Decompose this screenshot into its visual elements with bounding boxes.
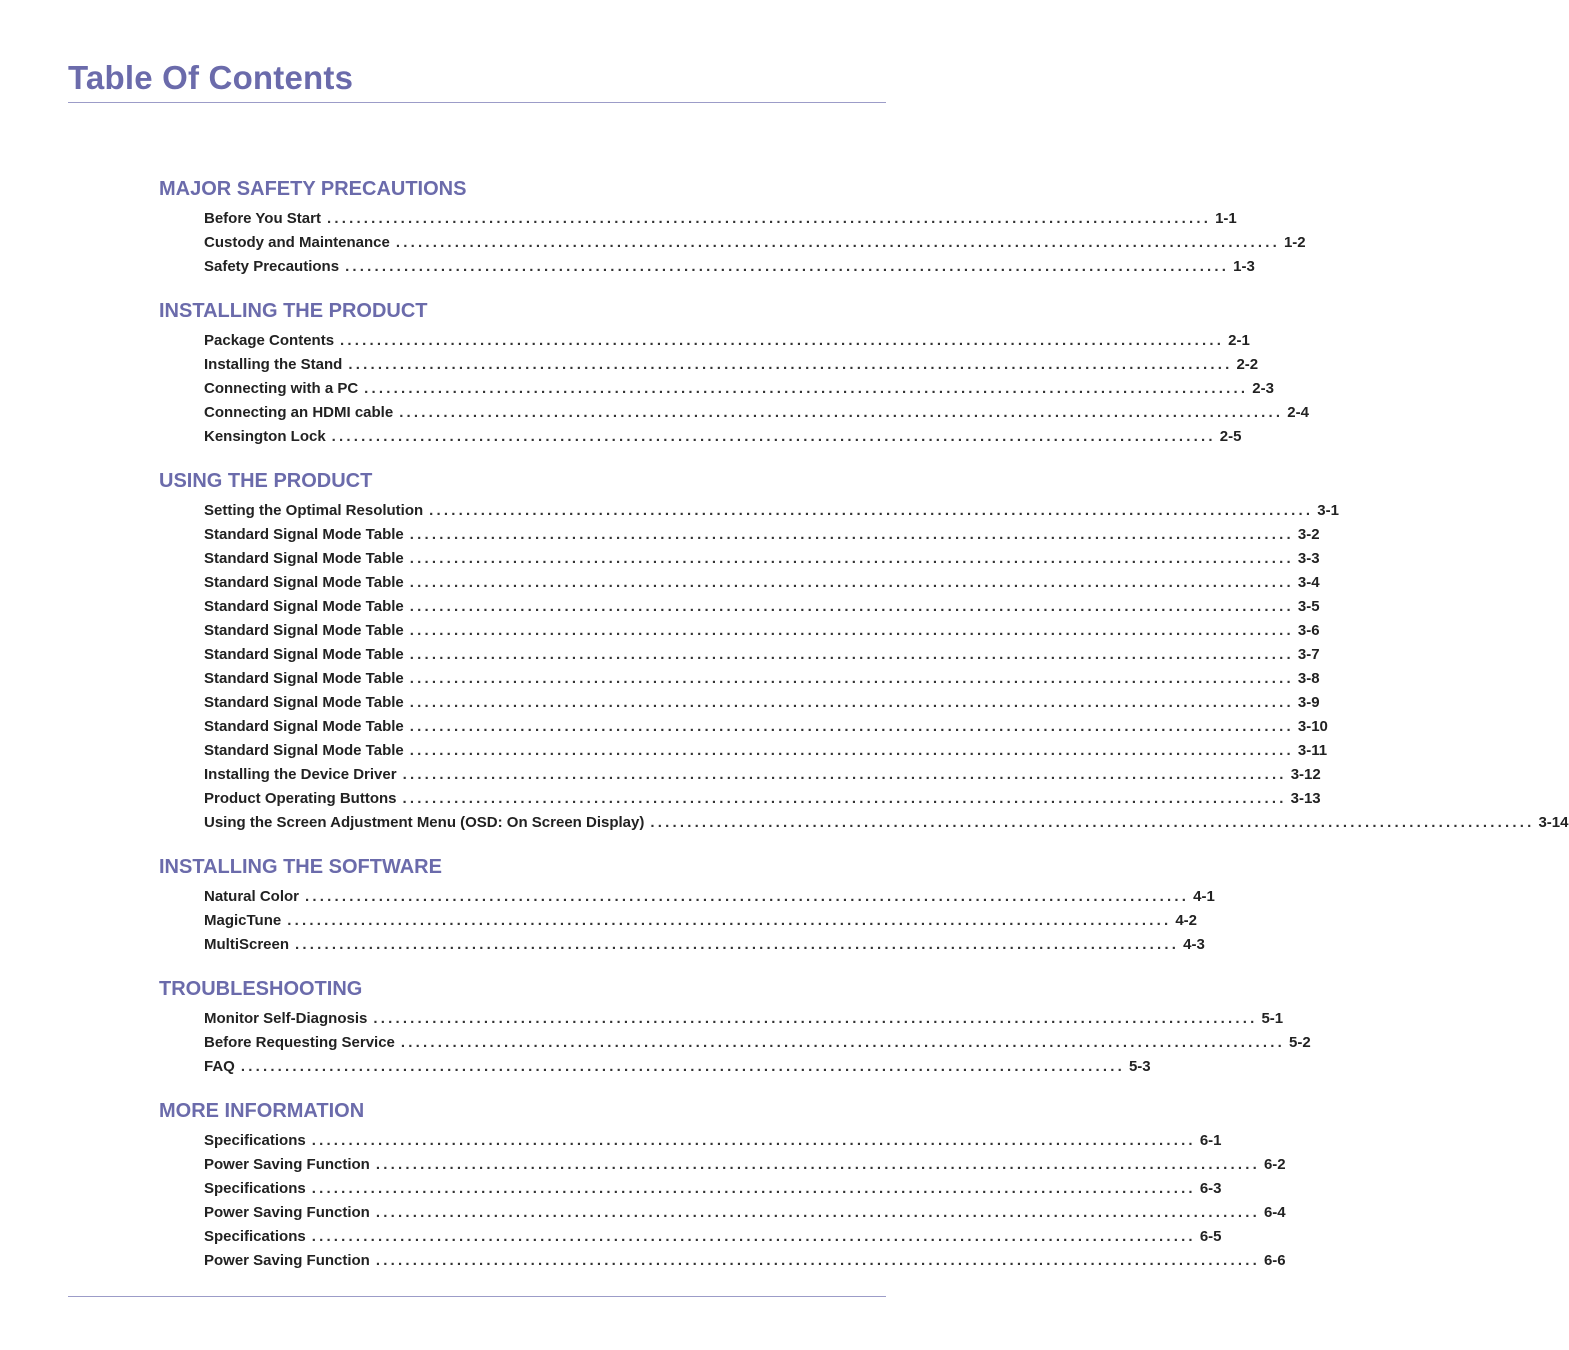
toc-entry[interactable]	[204, 231, 1306, 255]
toc-entry[interactable]	[204, 1031, 1311, 1055]
section-entries	[204, 885, 1215, 957]
entry-label: Standard Signal Mode Table	[204, 550, 404, 567]
dot-leader: ........................................................................................................................	[409, 574, 1294, 591]
toc-entry[interactable]	[204, 1225, 1222, 1249]
entry-label: Standard Signal Mode Table	[204, 742, 404, 759]
entry-page-number: 5-3	[1128, 1058, 1151, 1075]
toc-entry[interactable]	[204, 885, 1215, 909]
dot-leader: ........................................................................................................................	[311, 1180, 1196, 1197]
toc-entry[interactable]	[204, 933, 1205, 957]
toc-entry[interactable]	[204, 909, 1198, 933]
entry-page-number: 3-2	[1297, 526, 1320, 543]
dot-leader: ........................................................................................................................	[399, 404, 1284, 421]
entry-page-number: 1-2	[1283, 234, 1306, 251]
entry-label: Custody and Maintenance	[204, 234, 390, 251]
dot-leader: ........................................................................................................................	[375, 1252, 1260, 1269]
dot-leader: ........................................................................................................................	[373, 1010, 1258, 1027]
entry-page-number: 3-5	[1297, 598, 1320, 615]
entry-label: Safety Precautions	[204, 258, 340, 275]
dot-leader: ........................................................................................................................	[287, 912, 1172, 929]
entry-label: Power Saving Function	[204, 1156, 370, 1173]
section-entries	[204, 329, 1309, 449]
dot-leader: ........................................................................................................................	[409, 622, 1294, 639]
entry-label: Standard Signal Mode Table	[204, 622, 404, 639]
toc-entry[interactable]	[204, 401, 1309, 425]
entry-label: Standard Signal Mode Table	[204, 670, 404, 687]
entry-label: Standard Signal Mode Table	[204, 598, 404, 615]
toc-entry[interactable]	[204, 739, 1328, 763]
section-entries	[204, 207, 1306, 279]
toc-entry[interactable]	[204, 1177, 1222, 1201]
toc-entry[interactable]	[204, 643, 1320, 667]
dot-leader: ........................................................................................................................	[409, 670, 1294, 687]
toc-entry[interactable]	[204, 547, 1320, 571]
entry-label: Setting the Optimal Resolution	[204, 502, 424, 519]
entry-page-number: 1-1	[1215, 210, 1237, 227]
entry-page-number: 6-3	[1199, 1180, 1222, 1197]
entry-label: Standard Signal Mode Table	[204, 718, 404, 735]
dot-leader: ........................................................................................................................	[375, 1204, 1260, 1221]
entry-page-number: 3-8	[1297, 670, 1320, 687]
section-heading: INSTALLING THE SOFTWARE	[159, 856, 442, 878]
dot-leader: ........................................................................................................................	[311, 1228, 1196, 1245]
entry-page-number: 3-11	[1297, 742, 1328, 759]
toc-entry[interactable]	[204, 1249, 1286, 1273]
dot-leader: ........................................................................................................................	[295, 936, 1180, 953]
page-title: Table Of Contents	[68, 59, 354, 96]
entry-page-number: 5-1	[1261, 1010, 1284, 1027]
entry-label: Connecting an HDMI cable	[204, 404, 394, 421]
dot-leader: ........................................................................................................................	[400, 1034, 1286, 1051]
section-heading: TROUBLESHOOTING	[159, 978, 363, 1000]
entry-label: Monitor Self-Diagnosis	[204, 1010, 368, 1027]
entry-page-number: 6-6	[1263, 1252, 1286, 1269]
toc-entry[interactable]	[204, 811, 1569, 835]
entry-page-number: 4-2	[1175, 912, 1198, 929]
dot-leader: ........................................................................................................................	[409, 718, 1294, 735]
entry-page-number: 2-3	[1252, 380, 1274, 397]
toc-entry[interactable]	[204, 207, 1237, 231]
entry-label: Installing the Device Driver	[204, 766, 397, 783]
section-entries	[204, 499, 1569, 835]
entry-label: Standard Signal Mode Table	[204, 694, 404, 711]
entry-label: Specifications	[204, 1180, 306, 1197]
entry-label: Installing the Stand	[204, 356, 343, 373]
entry-label: Power Saving Function	[204, 1204, 370, 1221]
entry-page-number: 3-10	[1297, 718, 1328, 735]
entry-page-number: 6-5	[1199, 1228, 1222, 1245]
toc-entry[interactable]	[204, 571, 1320, 595]
entry-page-number: 3-3	[1297, 550, 1320, 567]
entry-label: Natural Color	[204, 888, 300, 905]
entry-label: Connecting with a PC	[204, 380, 359, 397]
dot-leader: ........................................................................................................................	[331, 428, 1216, 445]
dot-leader: ........................................................................................................................	[395, 234, 1280, 251]
toc-entry[interactable]	[204, 1007, 1284, 1031]
toc-entry[interactable]	[204, 1129, 1222, 1153]
dot-leader: ........................................................................................................................	[650, 814, 1535, 831]
toc-entry[interactable]	[204, 691, 1320, 715]
entry-page-number: 3-14	[1538, 814, 1569, 831]
dot-leader: ........................................................................................................................	[429, 502, 1314, 519]
dot-leader: ........................................................................................................................	[409, 550, 1294, 567]
toc-entry[interactable]	[204, 499, 1339, 523]
dot-leader: ........................................................................................................................	[240, 1058, 1125, 1075]
section-heading: INSTALLING THE PRODUCT	[159, 300, 428, 322]
entry-label: Before Requesting Service	[204, 1034, 395, 1051]
dot-leader: ........................................................................................................................	[402, 790, 1287, 807]
section-heading: MAJOR SAFETY PRECAUTIONS	[159, 178, 467, 200]
entry-label: Standard Signal Mode Table	[204, 574, 404, 591]
entry-page-number: 2-4	[1287, 404, 1309, 421]
entry-page-number: 3-7	[1297, 646, 1320, 663]
section-entries	[204, 1129, 1286, 1273]
entry-label: Package Contents	[204, 332, 335, 349]
entry-page-number: 3-1	[1317, 502, 1339, 519]
toc-entry[interactable]	[204, 667, 1320, 691]
toc-entry[interactable]	[204, 329, 1250, 353]
entry-label: Product Operating Buttons	[204, 790, 397, 807]
entry-label: Kensington Lock	[204, 428, 326, 445]
dot-leader: ........................................................................................................................	[402, 766, 1287, 783]
entry-page-number: 6-4	[1263, 1204, 1286, 1221]
toc-entry[interactable]	[204, 377, 1274, 401]
dot-leader: ........................................................................................................................	[375, 1156, 1260, 1173]
dot-leader: ........................................................................................................................	[326, 210, 1212, 227]
entry-label: Before You Start	[204, 210, 321, 227]
toc-entry[interactable]	[204, 595, 1320, 619]
entry-label: Specifications	[204, 1228, 306, 1245]
entry-label: Standard Signal Mode Table	[204, 646, 404, 663]
entry-page-number: 3-4	[1297, 574, 1320, 591]
toc-entry[interactable]	[204, 1153, 1286, 1177]
toc-entry[interactable]	[204, 1055, 1151, 1079]
entry-page-number: 6-2	[1263, 1156, 1286, 1173]
entry-label: Using the Screen Adjustment Menu (OSD: On Screen Display)	[204, 814, 645, 831]
entry-page-number: 4-1	[1193, 888, 1215, 905]
toc-entry[interactable]	[204, 763, 1321, 787]
toc-entry[interactable]	[204, 523, 1320, 547]
toc-entry[interactable]	[204, 715, 1328, 739]
entry-page-number: 3-12	[1290, 766, 1321, 783]
entry-label: FAQ	[204, 1058, 235, 1075]
footer-divider	[68, 1296, 886, 1297]
entry-page-number: 3-13	[1290, 790, 1321, 807]
entry-label: MagicTune	[204, 912, 282, 929]
toc-entry[interactable]	[204, 425, 1242, 449]
dot-leader: ........................................................................................................................	[409, 598, 1294, 615]
entry-label: Specifications	[204, 1132, 306, 1149]
entry-label: Power Saving Function	[204, 1252, 370, 1269]
toc-entry[interactable]	[204, 255, 1255, 279]
toc-entry[interactable]	[204, 787, 1321, 811]
entry-page-number: 6-1	[1199, 1132, 1222, 1149]
entry-page-number: 3-9	[1297, 694, 1320, 711]
dot-leader: ........................................................................................................................	[305, 888, 1190, 905]
entry-label: Standard Signal Mode Table	[204, 526, 404, 543]
dot-leader: ........................................................................................................................	[345, 258, 1230, 275]
entry-page-number: 4-3	[1183, 936, 1205, 953]
toc-entry[interactable]	[204, 619, 1320, 643]
section-heading: USING THE PRODUCT	[159, 470, 373, 492]
dot-leader: ........................................................................................................................	[409, 526, 1294, 543]
entry-label: MultiScreen	[204, 936, 290, 953]
dot-leader: ........................................................................................................................	[409, 646, 1294, 663]
dot-leader: ........................................................................................................................	[348, 356, 1233, 373]
dot-leader: ........................................................................................................................	[364, 380, 1249, 397]
toc-entry[interactable]	[204, 1201, 1286, 1225]
entry-page-number: 1-3	[1233, 258, 1255, 275]
entry-page-number: 5-2	[1289, 1034, 1311, 1051]
entry-page-number: 3-6	[1297, 622, 1320, 639]
section-entries	[204, 1007, 1311, 1079]
section-heading: MORE INFORMATION	[159, 1100, 365, 1122]
entry-page-number: 2-1	[1228, 332, 1250, 349]
dot-leader: ........................................................................................................................	[340, 332, 1225, 349]
entry-page-number: 2-2	[1236, 356, 1259, 373]
toc-entry[interactable]	[204, 353, 1259, 377]
entry-page-number: 2-5	[1219, 428, 1242, 445]
dot-leader: ........................................................................................................................	[409, 742, 1294, 759]
dot-leader: ........................................................................................................................	[311, 1132, 1196, 1149]
dot-leader: ........................................................................................................................	[409, 694, 1294, 711]
